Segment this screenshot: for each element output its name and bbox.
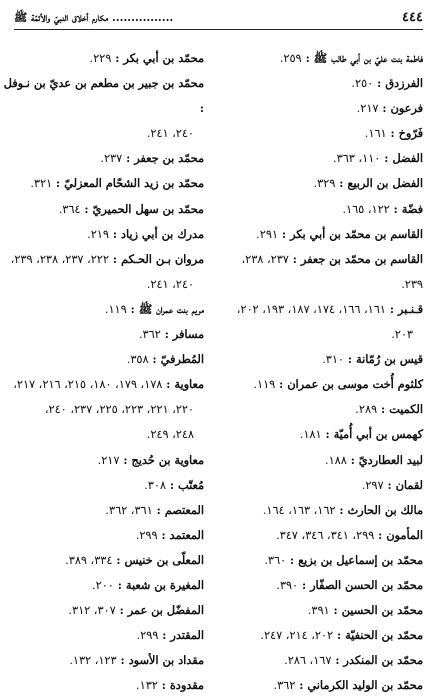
entry-pages: ٣٦٢.: [273, 679, 296, 693]
index-entry: [0, 448, 204, 473]
entry-name: كلثوم أُخت موسى بن عمران :: [279, 377, 423, 392]
entry-name: مالك بن الحارث :: [339, 502, 423, 517]
page-header: [14, 8, 423, 30]
index-entry: [0, 523, 204, 548]
index-entry: [0, 473, 204, 498]
index-entry: [218, 448, 423, 473]
entry-name: المعلّى بن خنيس :: [116, 552, 204, 567]
entry-pages: ٣٦١، ٣٦٢.: [105, 503, 153, 517]
entry-name: المغيرة بن شعبة :: [117, 577, 204, 592]
entry-pages: ٢٩١.: [256, 227, 278, 241]
index-entry: [0, 297, 204, 322]
entry-name: محمّد بن الحسن الصفّار :: [302, 577, 423, 592]
entry-name: محمّد بن المنكدر :: [335, 653, 423, 668]
index-entry: [218, 146, 423, 171]
entry-name: المُطرفيّ :: [152, 352, 204, 367]
entry-pages: ١١٩.: [253, 378, 276, 392]
index-entry: [0, 347, 204, 372]
entry-name: كهمس بن أبي أُميّة :: [325, 427, 423, 442]
index-entry: [218, 121, 423, 146]
index-entry: [0, 197, 204, 222]
entry-pages: ١١٠، ٣٦٣.: [333, 152, 381, 166]
entry-pages: ٢١٧.: [356, 102, 379, 116]
entry-pages: ٣٦٠.: [264, 553, 287, 567]
entry-name: مسافر :: [164, 327, 204, 342]
index-entry: [218, 247, 423, 297]
entry-pages-continued: ٢٤٠، ٢٤١.: [146, 277, 194, 291]
index-entry: [0, 673, 204, 698]
index-entry: [218, 197, 423, 222]
entry-pages: ١٨٨.: [324, 453, 347, 467]
entry-name: القاسم بن محمّد بن أبي بكر :: [281, 226, 423, 241]
entry-name: الفرزدق :: [377, 76, 423, 91]
index-entry: [218, 422, 423, 447]
entry-pages: ٢٨٩.: [355, 403, 378, 417]
index-entry: [0, 648, 204, 673]
entry-pages: ٢٢٢، ٢٣٧، ٢٣٨، ٢٣٩،: [10, 252, 109, 266]
entry-pages: ٢٢٩.: [89, 52, 112, 65]
index-entry: [0, 598, 204, 623]
entry-name: المعتصم :: [156, 502, 204, 517]
index-entry: [218, 96, 423, 121]
entry-pages: ٢١٧.: [97, 453, 120, 467]
entry-pages: ٢٩٩.: [135, 528, 158, 542]
entry-name: محمّد بن أبي بكر :: [115, 51, 204, 65]
entry-name: مروان بـن الحـكم :: [112, 251, 204, 266]
entry-pages: ٢٩٧.: [361, 478, 384, 492]
index-entry: [218, 46, 423, 71]
entry-name: قيس بن رُمّانة :: [347, 352, 423, 367]
index-entry: [0, 422, 204, 447]
entry-pages: ١١٩.: [104, 302, 127, 316]
entry-pages: ٣٦٢.: [138, 328, 161, 342]
entry-name: محمّد بن الحنفيّة :: [337, 628, 423, 643]
index-entry: [218, 397, 423, 422]
index-column-left: [0, 46, 204, 698]
entry-pages: ٣٠٨.: [144, 478, 166, 492]
entry-name: المعتمد :: [161, 527, 204, 542]
entry-name: محمّد بن الحسين :: [333, 603, 423, 618]
index-entry: [218, 573, 423, 598]
entry-name: المأمون :: [378, 527, 423, 542]
entry-pages: ٢٥٩.: [279, 52, 302, 65]
index-entry: [0, 623, 204, 648]
entry-pages: ١٦٢، ١٦٣، ١٦٤.: [262, 503, 336, 517]
entry-name: مقدودة :: [161, 678, 204, 693]
entry-pages: ٣٢١.: [30, 177, 53, 191]
entry-pages: ١٦٧، ٢٨٦.: [284, 654, 332, 668]
entry-pages: ١٨١.: [299, 428, 322, 442]
index-entry: [218, 171, 423, 196]
entry-pages: ٣٠٧، ٣١٢.: [68, 604, 116, 618]
index-entry: [0, 71, 204, 146]
entry-pages: ١٧٨، ١٧٩، ١٨٠، ٢١٥، ٢١٦، ٢١٧،: [13, 378, 163, 392]
index-entry: [218, 673, 423, 698]
entry-name: محمّد بن جعفر :: [126, 151, 204, 166]
index-entry: [0, 222, 204, 247]
index-entry: [0, 46, 204, 71]
entry-pages-continued: ٢٠٣.: [391, 328, 413, 342]
entry-name: معاوية بن حُديج :: [123, 452, 204, 467]
index-entry: [0, 322, 204, 347]
entry-name: معاوية :: [166, 377, 204, 392]
entry-name: المفضّل بن عمر :: [119, 603, 204, 618]
index-entry: [218, 648, 423, 673]
page-number: ٤٤٤: [402, 10, 423, 25]
entry-pages: ٣٣٤، ٣٨٩.: [65, 553, 113, 567]
entry-pages: ٣٩١.: [307, 604, 330, 618]
entry-name: فضّة :: [393, 201, 423, 216]
entry-pages: ٣٦٤.: [58, 202, 81, 216]
entry-name: محمّد بن سهل الحميريّ :: [84, 201, 204, 216]
index-column-right: [218, 46, 423, 698]
entry-pages: ١٢٢، ١٦٥.: [342, 202, 390, 216]
index-entry: [218, 598, 423, 623]
entry-name: الكميت :: [381, 402, 423, 417]
entry-name: مريم بنت عمران ﷺ :: [130, 301, 204, 316]
entry-pages: ٢٩٩، ٣٤١، ٣٤٦، ٣٤٧.: [276, 528, 375, 542]
entry-pages: ٣٩٠.: [276, 578, 299, 592]
entry-name: الفضل :: [384, 151, 423, 166]
index-entry: [218, 473, 423, 498]
index-entry: [218, 347, 423, 372]
entry-pages: ٢١٩.: [87, 227, 109, 241]
entry-pages-continued: ٢٤٠، ٢٤١.: [146, 127, 194, 141]
entry-pages: ٢٥٠.: [351, 77, 374, 91]
index-entry: [0, 372, 204, 422]
index-entry: [218, 523, 423, 548]
entry-name: مقداد بن الأسود :: [120, 653, 204, 668]
entry-name: فَرّوخ :: [390, 126, 423, 141]
index-entry: [218, 297, 423, 347]
entry-name: قـنـبر :: [389, 301, 423, 316]
entry-name: محمّد بن زيد الشحّام المعزليّ :: [56, 176, 204, 191]
entry-name: محمّد بن إسماعيل بن بزيع :: [290, 552, 423, 567]
entry-pages-continued: ٢٢٠، ٢٢١، ٢٢٣، ٢٢٥، ٢٣٧، ٢٤٠،: [44, 403, 194, 417]
index-entry: [0, 573, 204, 598]
index-entry: [218, 372, 423, 397]
entry-pages: ١٦١، ١٦٦، ١٧٤، ١٨٧، ١٩٣، ٢٠٢،: [236, 302, 386, 316]
entry-name: محمّد بن الوليد الكرماني :: [299, 678, 423, 693]
index-entry: [0, 171, 204, 196]
index-entry: [218, 623, 423, 648]
index-entry: [218, 71, 423, 96]
index-entry: [0, 247, 204, 297]
entry-pages: ٣٢٩.: [313, 177, 336, 191]
entry-name: فاطمة بنت عليّ بن أبي طالب ﷺ :: [305, 51, 423, 65]
entry-pages: ١٣٢.: [136, 679, 158, 693]
entry-pages: ٣١٠.: [322, 353, 344, 367]
entry-name: المقتدر :: [162, 628, 204, 643]
index-entry: [0, 146, 204, 171]
entry-pages: ٣٥٨.: [126, 353, 149, 367]
entry-name: مُعتّب :: [169, 477, 204, 492]
index-entry: [0, 548, 204, 573]
entry-name: الفضل بن الربيع :: [339, 176, 423, 191]
header-rule: [14, 29, 423, 30]
entry-pages: ٢٣٧.: [100, 152, 123, 166]
entry-pages: ١٦١.: [364, 127, 387, 141]
running-title: ................ مكارم أخلاق النبيّ والأئمّة ﷺ: [14, 11, 174, 24]
entry-pages-continued: ٢٤٨، ٢٤٩.: [146, 428, 194, 442]
entry-pages: ٢٣٧، ٢٣٨، ٢٣٩.: [241, 252, 423, 291]
entry-name: القاسم بن محمّد بن جعفر :: [292, 251, 423, 266]
entry-pages: ١٢٣، ١٣٢.: [69, 654, 117, 668]
entry-name: محمّد بن جبير بن مطعم بن عديّ بن نـوفل :: [3, 76, 204, 116]
entry-pages: ٢٠٠.: [92, 578, 114, 592]
entry-name: لبيد العطارديّ :: [350, 452, 423, 467]
entry-name: مدرك بن أبي زياد :: [112, 226, 204, 241]
entry-pages: ٢٩٩.: [136, 629, 159, 643]
index-entry: [218, 498, 423, 523]
index-entry: [0, 498, 204, 523]
index-entry: [218, 222, 423, 247]
entry-pages: ٢٠٢، ٢١٤، ٢٤٧.: [260, 629, 334, 643]
entry-name: لقمان :: [387, 477, 423, 492]
entry-name: فرعون :: [382, 101, 423, 116]
index-entry: [218, 548, 423, 573]
